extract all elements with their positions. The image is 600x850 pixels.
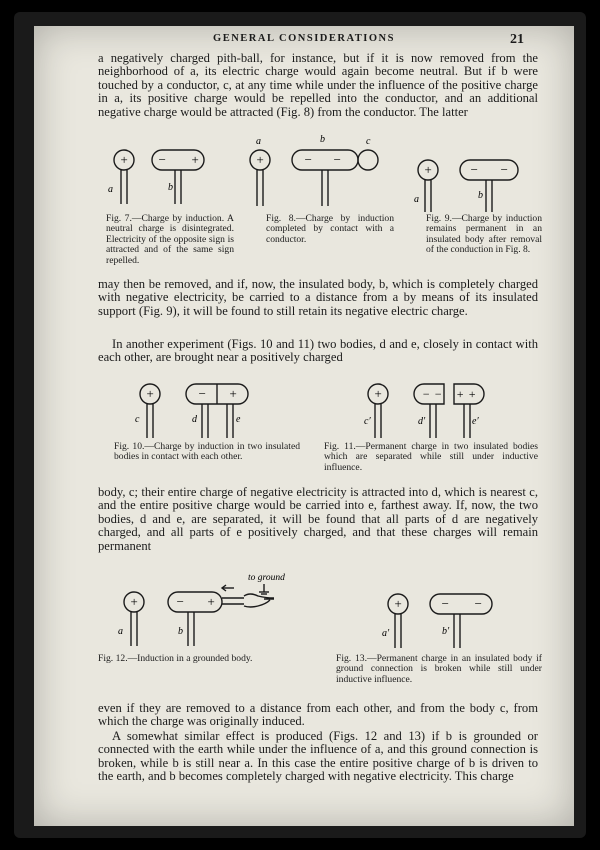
fig13-label-a: a′ [382,628,390,639]
fig13-label-b: b′ [442,626,450,637]
fig11-label-c: c′ [364,416,371,427]
fig10-label-d: d [192,414,197,425]
figure-7-caption: Fig. 7.—Charge by induction. A neutral charge is disintegrated. Electricity of the opposite sign is attracted and of the same sign repelled. [106,213,234,266]
fig7-label-a: a [108,184,113,195]
fig9-label-a: a [414,194,419,205]
figure-12 [114,572,284,648]
fig7-sign-b-right: + [190,152,200,167]
figure-13 [374,592,504,650]
figure-10-caption: Fig. 10.—Charge by induction in two insulated bodies in contact with each other. [114,441,300,463]
figure-8-caption: Fig. 8.—Charge by induction completed by contact with a conductor. [266,213,394,245]
figure-13-caption: Fig. 13.—Permanent charge in an insulated body if ground connection is broken while still under inductive influence. [336,653,542,685]
figure-12-caption: Fig. 12.—Induction in a grounded body. [98,653,253,664]
fig7-label-b: b [168,182,173,193]
running-head: GENERAL CONSIDERATIONS [213,33,395,44]
fig13-sign-a: + [393,596,403,611]
fig11-label-e: e′ [472,416,479,427]
fig10-label-c: c [135,414,140,425]
fig10-sign-e: + [228,386,238,401]
fig8-label-c: c [366,136,371,147]
fig9-sign-a: + [423,162,433,177]
figure-7 [100,146,210,206]
fig10-sign-c: + [145,386,155,401]
fig11-sign-d-right: − [433,387,443,401]
fig12-label-a: a [118,626,123,637]
fig8-sign-b-right: − [332,152,342,167]
fig8-sign-b-left: − [303,152,313,167]
fig12-sign-a: + [129,594,139,609]
figure-9 [412,158,522,214]
fig11-sign-e-right: + [467,387,477,401]
paragraph-1: a negatively charged pith-ball, for instance, but if it is now removed from the neighborhood of a, its electric charge would again become neutral. But if b were touched by a conductor, c, at any time while under the influence of the positive charge in a, its positive charge would be repelled into the conductor, and an additional negative charge would be attracted (Fig. 8) from the conductor. The latter [98,51,538,119]
fig9-sign-b-left: − [469,162,479,177]
fig7-sign-a: + [119,152,129,167]
paragraph-3: In another experiment (Figs. 10 and 11) two bodies, d and e, closely in contact with each other, are brought near a positively charged [98,337,538,365]
fig8-label-a: a [256,136,261,147]
fig12-label-b: b [178,626,183,637]
fig12-sign-b-right: + [206,594,216,609]
paragraph-2: may then be removed, and if, now, the insulated body, b, which is completely charged with negative electricity, be carried to a distance from a by means of its insulated support (Fig. 9), it will be found to still retain its negative electric charge. [98,277,538,318]
fig7-sign-b-left: − [157,152,167,167]
fig8-sign-a: + [255,152,265,167]
paragraph-5: even if they are removed to a distance from each other, and from the body c, from which the charge was originally induced. [98,701,538,729]
figure-11 [364,380,494,440]
figure-11-caption: Fig. 11.—Permanent charge in two insulated bodies which are separated while still under inductive influence. [324,441,538,473]
fig12-sign-b-left: − [175,594,185,609]
paragraph-4: body, c; their entire charge of negative electricity is attracted into d, which is nearest c, and the entire positive charge would be carried into e, farthest away. If, now, the two bodies, d and e, are separated, it will be found that all parts of d are negatively charged, and all parts of e positively charged, and that these charges will remain permanent [98,485,538,553]
fig8-label-b: b [320,134,325,145]
page-number: 21 [510,32,524,47]
figure-8 [240,134,390,208]
fig11-sign-d-left: − [421,387,431,401]
figure-9-caption: Fig. 9.—Charge by induction remains permanent in an insulated body after removal of the conduction in Fig. 8. [426,213,542,256]
paragraph-6: A somewhat similar effect is produced (Figs. 12 and 13) if b is grounded or connected with the earth while under the influence of a, and this ground connection is broken, while b is still near a. In this case the entire positive charge of b is driven to the earth, and b becomes completely charged with negative electricity. This charge [98,729,538,784]
figure-10 [130,380,260,440]
fig11-sign-c: + [373,386,383,401]
fig11-sign-e-left: + [455,387,465,401]
fig13-sign-b-right: − [473,596,483,611]
fig9-label-b: b [478,190,483,201]
book-page [34,26,574,826]
fig12-ground-label: to ground [248,573,285,583]
fig10-label-e: e [236,414,241,425]
fig13-sign-b-left: − [440,596,450,611]
fig11-label-d: d′ [418,416,426,427]
fig10-sign-d: − [197,386,207,401]
fig9-sign-b-right: − [499,162,509,177]
